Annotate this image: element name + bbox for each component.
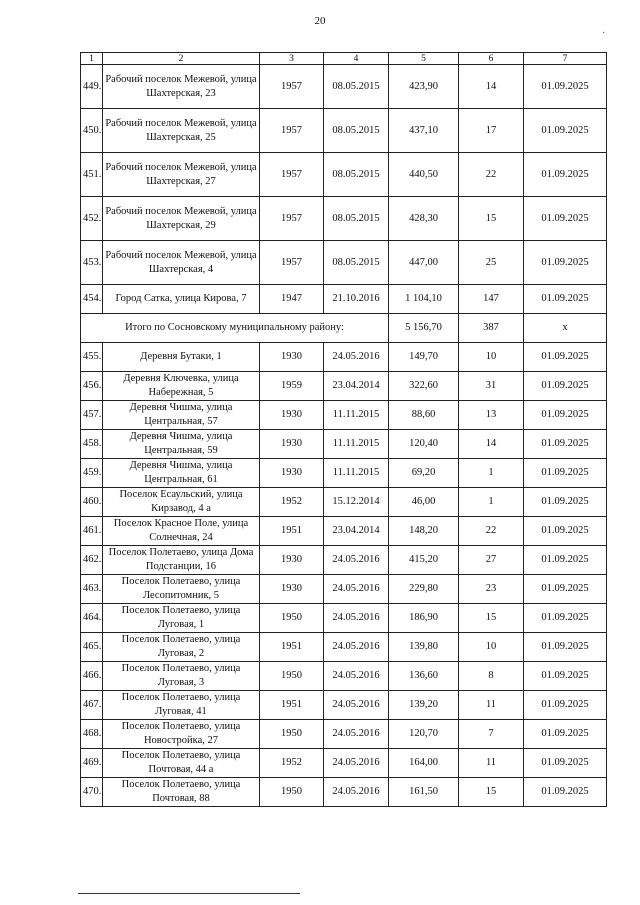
row-number-cell: 463.: [81, 575, 103, 604]
area-cell: 161,50: [389, 778, 459, 807]
deadline-cell: 01.09.2025: [524, 575, 607, 604]
table-row: [81, 197, 607, 241]
recognition-date-cell: 24.05.2016: [324, 778, 389, 807]
residents-cell: 7: [459, 720, 524, 749]
area-cell: 322,60: [389, 372, 459, 401]
deadline-cell: 01.09.2025: [524, 517, 607, 546]
column-number-row: [81, 53, 607, 65]
residents-cell: 17: [459, 109, 524, 153]
column-header: 5: [389, 53, 459, 65]
area-cell: 423,90: [389, 65, 459, 109]
row-number-cell: 459.: [81, 459, 103, 488]
area-cell: 447,00: [389, 241, 459, 285]
row-number-cell: 456.: [81, 372, 103, 401]
year-cell: 1930: [260, 430, 324, 459]
area-cell: 164,00: [389, 749, 459, 778]
row-number-cell: 453.: [81, 241, 103, 285]
deadline-cell: 01.09.2025: [524, 691, 607, 720]
row-number-cell: 464.: [81, 604, 103, 633]
recognition-date-cell: 11.11.2015: [324, 430, 389, 459]
recognition-date-cell: 24.05.2016: [324, 720, 389, 749]
row-number-cell: 455.: [81, 343, 103, 372]
table-row: [81, 575, 607, 604]
area-cell: 428,30: [389, 197, 459, 241]
deadline-cell: 01.09.2025: [524, 749, 607, 778]
address-cell: Деревня Ключевка, улица Набережная, 5: [103, 372, 260, 401]
address-cell: Деревня Чишма, улица Центральная, 61: [103, 459, 260, 488]
address-cell: Поселок Полетаево, улица Лесопитомник, 5: [103, 575, 260, 604]
column-header: 7: [524, 53, 607, 65]
residents-cell: 31: [459, 372, 524, 401]
table-row: [81, 430, 607, 459]
deadline-cell: 01.09.2025: [524, 197, 607, 241]
deadline-cell: 01.09.2025: [524, 604, 607, 633]
residents-cell: 22: [459, 517, 524, 546]
residents-cell: 8: [459, 662, 524, 691]
address-cell: Рабочий поселок Межевой, улица Шахтерская, 27: [103, 153, 260, 197]
year-cell: 1930: [260, 546, 324, 575]
recognition-date-cell: 23.04.2014: [324, 372, 389, 401]
residents-cell: 15: [459, 197, 524, 241]
table-row: [81, 459, 607, 488]
area-cell: 139,80: [389, 633, 459, 662]
recognition-date-cell: 24.05.2016: [324, 662, 389, 691]
year-cell: 1957: [260, 109, 324, 153]
address-cell: Рабочий поселок Межевой, улица Шахтерская, 29: [103, 197, 260, 241]
recognition-date-cell: 24.05.2016: [324, 604, 389, 633]
row-number-cell: 450.: [81, 109, 103, 153]
recognition-date-cell: 24.05.2016: [324, 749, 389, 778]
year-cell: 1950: [260, 604, 324, 633]
address-cell: Поселок Полетаево, улица Луговая, 2: [103, 633, 260, 662]
deadline-cell: 01.09.2025: [524, 109, 607, 153]
area-cell: 46,00: [389, 488, 459, 517]
table-row: [81, 65, 607, 109]
area-cell: 440,50: [389, 153, 459, 197]
address-cell: Поселок Красное Поле, улица Солнечная, 24: [103, 517, 260, 546]
area-cell: 229,80: [389, 575, 459, 604]
residents-cell: 13: [459, 401, 524, 430]
address-cell: Поселок Полетаево, улица Луговая, 3: [103, 662, 260, 691]
recognition-date-cell: 11.11.2015: [324, 401, 389, 430]
row-number-cell: 465.: [81, 633, 103, 662]
deadline-cell: 01.09.2025: [524, 153, 607, 197]
year-cell: 1951: [260, 633, 324, 662]
column-header: 4: [324, 53, 389, 65]
table-row: [81, 720, 607, 749]
deadline-cell: 01.09.2025: [524, 546, 607, 575]
year-cell: 1930: [260, 401, 324, 430]
recognition-date-cell: 21.10.2016: [324, 285, 389, 314]
address-cell: Поселок Полетаево, улица Дома Подстанции, 16: [103, 546, 260, 575]
footnote-rule: [78, 893, 300, 894]
column-header: 3: [260, 53, 324, 65]
address-cell: Поселок Есаульский, улица Кирзавод, 4 а: [103, 488, 260, 517]
year-cell: 1951: [260, 691, 324, 720]
deadline-cell: 01.09.2025: [524, 662, 607, 691]
area-cell: 69,20: [389, 459, 459, 488]
area-cell: 139,20: [389, 691, 459, 720]
year-cell: 1959: [260, 372, 324, 401]
deadline-cell: 01.09.2025: [524, 488, 607, 517]
address-cell: Рабочий поселок Межевой, улица Шахтерская, 4: [103, 241, 260, 285]
deadline-cell: 01.09.2025: [524, 633, 607, 662]
table-row: [81, 285, 607, 314]
area-cell: 1 104,10: [389, 285, 459, 314]
address-cell: Рабочий поселок Межевой, улица Шахтерская, 23: [103, 65, 260, 109]
address-cell: Город Сатка, улица Кирова, 7: [103, 285, 260, 314]
year-cell: 1951: [260, 517, 324, 546]
address-cell: Деревня Бутаки, 1: [103, 343, 260, 372]
row-number-cell: 460.: [81, 488, 103, 517]
residents-cell: 14: [459, 430, 524, 459]
address-cell: Поселок Полетаево, улица Почтовая, 44 а: [103, 749, 260, 778]
year-cell: 1957: [260, 65, 324, 109]
row-number-cell: 462.: [81, 546, 103, 575]
address-cell: Поселок Полетаево, улица Почтовая, 88: [103, 778, 260, 807]
subtotal-label: Итого по Сосновскому муниципальному району:: [81, 314, 389, 343]
deadline-cell: 01.09.2025: [524, 372, 607, 401]
row-number-cell: 458.: [81, 430, 103, 459]
year-cell: 1952: [260, 749, 324, 778]
residents-cell: 147: [459, 285, 524, 314]
row-number-cell: 452.: [81, 197, 103, 241]
row-number-cell: 451.: [81, 153, 103, 197]
residents-cell: 15: [459, 604, 524, 633]
recognition-date-cell: 08.05.2015: [324, 153, 389, 197]
row-number-cell: 467.: [81, 691, 103, 720]
row-number-cell: 457.: [81, 401, 103, 430]
deadline-cell: 01.09.2025: [524, 720, 607, 749]
residents-cell: 11: [459, 691, 524, 720]
deadline-cell: 01.09.2025: [524, 241, 607, 285]
table-row: [81, 241, 607, 285]
year-cell: 1957: [260, 197, 324, 241]
recognition-date-cell: 08.05.2015: [324, 197, 389, 241]
row-number-cell: 468.: [81, 720, 103, 749]
residents-cell: 14: [459, 65, 524, 109]
row-number-cell: 454.: [81, 285, 103, 314]
table-row: [81, 517, 607, 546]
table-row: [81, 691, 607, 720]
recognition-date-cell: 08.05.2015: [324, 109, 389, 153]
address-cell: Поселок Полетаево, улица Луговая, 1: [103, 604, 260, 633]
deadline-cell: 01.09.2025: [524, 65, 607, 109]
table-row: [81, 546, 607, 575]
deadline-cell: 01.09.2025: [524, 778, 607, 807]
residents-cell: 11: [459, 749, 524, 778]
year-cell: 1950: [260, 662, 324, 691]
area-cell: 186,90: [389, 604, 459, 633]
year-cell: 1950: [260, 720, 324, 749]
deadline-cell: 01.09.2025: [524, 343, 607, 372]
address-cell: Деревня Чишма, улица Центральная, 59: [103, 430, 260, 459]
residents-cell: 27: [459, 546, 524, 575]
year-cell: 1950: [260, 778, 324, 807]
year-cell: 1957: [260, 241, 324, 285]
deadline-cell: 01.09.2025: [524, 430, 607, 459]
residents-cell: 1: [459, 459, 524, 488]
year-cell: 1930: [260, 459, 324, 488]
area-cell: 88,60: [389, 401, 459, 430]
area-cell: 148,20: [389, 517, 459, 546]
recognition-date-cell: 23.04.2014: [324, 517, 389, 546]
table-row: [81, 109, 607, 153]
table-row: [81, 153, 607, 197]
residents-cell: 10: [459, 633, 524, 662]
deadline-cell: 01.09.2025: [524, 401, 607, 430]
area-cell: 149,70: [389, 343, 459, 372]
subtotal-row: [81, 314, 607, 343]
year-cell: 1930: [260, 343, 324, 372]
recognition-date-cell: 24.05.2016: [324, 633, 389, 662]
recognition-date-cell: 11.11.2015: [324, 459, 389, 488]
recognition-date-cell: 15.12.2014: [324, 488, 389, 517]
table-row: [81, 488, 607, 517]
address-cell: Рабочий поселок Межевой, улица Шахтерская, 25: [103, 109, 260, 153]
residents-cell: 1: [459, 488, 524, 517]
area-cell: 415,20: [389, 546, 459, 575]
year-cell: 1952: [260, 488, 324, 517]
recognition-date-cell: 24.05.2016: [324, 691, 389, 720]
column-header: 6: [459, 53, 524, 65]
row-number-cell: 466.: [81, 662, 103, 691]
row-number-cell: 470.: [81, 778, 103, 807]
table-row: [81, 372, 607, 401]
year-cell: 1930: [260, 575, 324, 604]
subtotal-deadline: х: [524, 314, 607, 343]
column-header: 2: [103, 53, 260, 65]
housing-registry-table: [80, 52, 607, 807]
table-row: [81, 604, 607, 633]
recognition-date-cell: 08.05.2015: [324, 65, 389, 109]
address-cell: Деревня Чишма, улица Центральная, 57: [103, 401, 260, 430]
row-number-cell: 461.: [81, 517, 103, 546]
area-cell: 136,60: [389, 662, 459, 691]
table-row: [81, 343, 607, 372]
residents-cell: 15: [459, 778, 524, 807]
area-cell: 120,40: [389, 430, 459, 459]
area-cell: 437,10: [389, 109, 459, 153]
column-header: 1: [81, 53, 103, 65]
recognition-date-cell: 24.05.2016: [324, 546, 389, 575]
table-row: [81, 633, 607, 662]
row-number-cell: 469.: [81, 749, 103, 778]
deadline-cell: 01.09.2025: [524, 459, 607, 488]
year-cell: 1957: [260, 153, 324, 197]
recognition-date-cell: 24.05.2016: [324, 575, 389, 604]
subtotal-residents: 387: [459, 314, 524, 343]
recognition-date-cell: 24.05.2016: [324, 343, 389, 372]
address-cell: Поселок Полетаево, улица Луговая, 41: [103, 691, 260, 720]
page-number: 20: [314, 15, 326, 27]
table-row: [81, 778, 607, 807]
table-row: [81, 662, 607, 691]
row-number-cell: 449.: [81, 65, 103, 109]
year-cell: 1947: [260, 285, 324, 314]
table-row: [81, 401, 607, 430]
residents-cell: 22: [459, 153, 524, 197]
residents-cell: 23: [459, 575, 524, 604]
corner-mark: ·: [602, 28, 606, 39]
subtotal-area: 5 156,70: [389, 314, 459, 343]
deadline-cell: 01.09.2025: [524, 285, 607, 314]
residents-cell: 25: [459, 241, 524, 285]
residents-cell: 10: [459, 343, 524, 372]
area-cell: 120,70: [389, 720, 459, 749]
recognition-date-cell: 08.05.2015: [324, 241, 389, 285]
table-row: [81, 749, 607, 778]
address-cell: Поселок Полетаево, улица Новостройка, 27: [103, 720, 260, 749]
